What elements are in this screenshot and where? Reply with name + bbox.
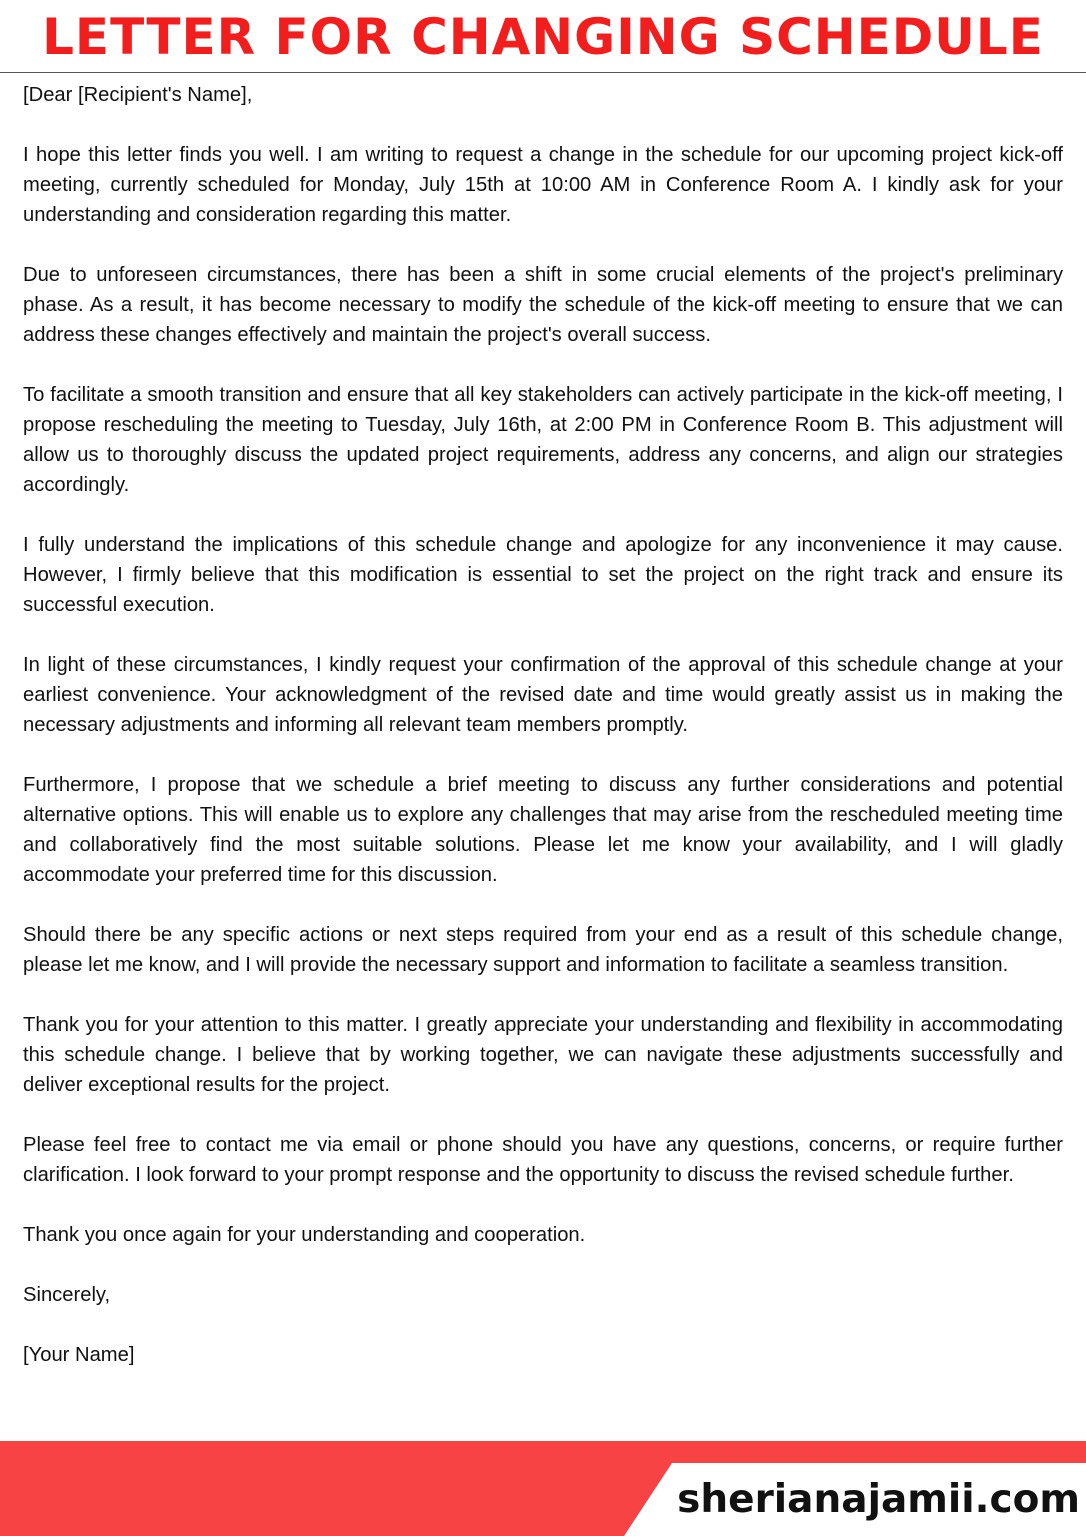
footer-website[interactable]: sherianajamii.com <box>677 1477 1080 1522</box>
letter-paragraph-2: Due to unforeseen circumstances, there has been a shift in some crucial elements of the project's preliminary phase. As a result, it has become necessary to modify the schedule of the kick-off meeting to ensure that we can address these changes effectively and maintain the project's overall success. <box>23 264 1063 346</box>
letter-paragraph-7: Should there be any specific actions or next steps required from your end as a result of this schedule change, please let me know, and I will provide the necessary support and information to facilitate a seamless transition. <box>23 924 1063 976</box>
letter-paragraph-8: Thank you for your attention to this matter. I greatly appreciate your understanding and flexibility in accommodating this schedule change. I believe that by working together, we can navigate these adjustments successfully and deliver exceptional results for the project. <box>23 1014 1063 1096</box>
letter-paragraph-1: I hope this letter finds you well. I am writing to request a change in the schedule for our upcoming project kick-off meeting, currently scheduled for Monday, July 15th at 10:00 AM in Conference Room A. I kindly ask for your understanding and consideration regarding this matter. <box>23 144 1063 226</box>
letter-paragraph-6: Furthermore, I propose that we schedule a brief meeting to discuss any further considerations and potential alternative options. This will enable us to explore any challenges that may arise from the rescheduled meeting time and collaboratively find the most suitable solutions. Please let me know your availability, and I will gladly accommodate your preferred time for this discussion. <box>23 774 1063 886</box>
letter-closing-thanks: Thank you once again for your understanding and cooperation. <box>23 1224 586 1246</box>
letter-paragraph-9: Please feel free to contact me via email or phone should you have any questions, concerns, or require further clarification. I look forward to your prompt response and the opportunity to discuss the revised schedule further. <box>23 1134 1063 1186</box>
letter-paragraph-3: To facilitate a smooth transition and ensure that all key stakeholders can actively participate in the kick-off meeting, I propose rescheduling the meeting to Tuesday, July 16th, at 2:00 PM in Conference Room B. This adjustment will allow us to thoroughly discuss the updated project requirements, address any concerns, and align our strategies accordingly. <box>23 384 1063 496</box>
title-divider <box>0 72 1086 73</box>
letter-sign-off: Sincerely, <box>23 1284 111 1306</box>
letter-body <box>23 80 1063 1400</box>
letter-signature: [Your Name] <box>23 1344 135 1366</box>
letter-paragraph-5: In light of these circumstances, I kindly request your confirmation of the approval of this schedule change at your earliest convenience. Your acknowledgment of the revised date and time would greatly assist us in making the necessary adjustments and informing all relevant team members promptly. <box>23 654 1063 736</box>
letter-paragraph-4: I fully understand the implications of this schedule change and apologize for any inconvenience it may cause. However, I firmly believe that this modification is essential to set the project on the right track and ensure its successful execution. <box>23 534 1063 616</box>
letter-salutation: [Dear [Recipient's Name], <box>23 84 253 106</box>
page-title: LETTER FOR CHANGING SCHEDULE <box>42 8 1044 66</box>
